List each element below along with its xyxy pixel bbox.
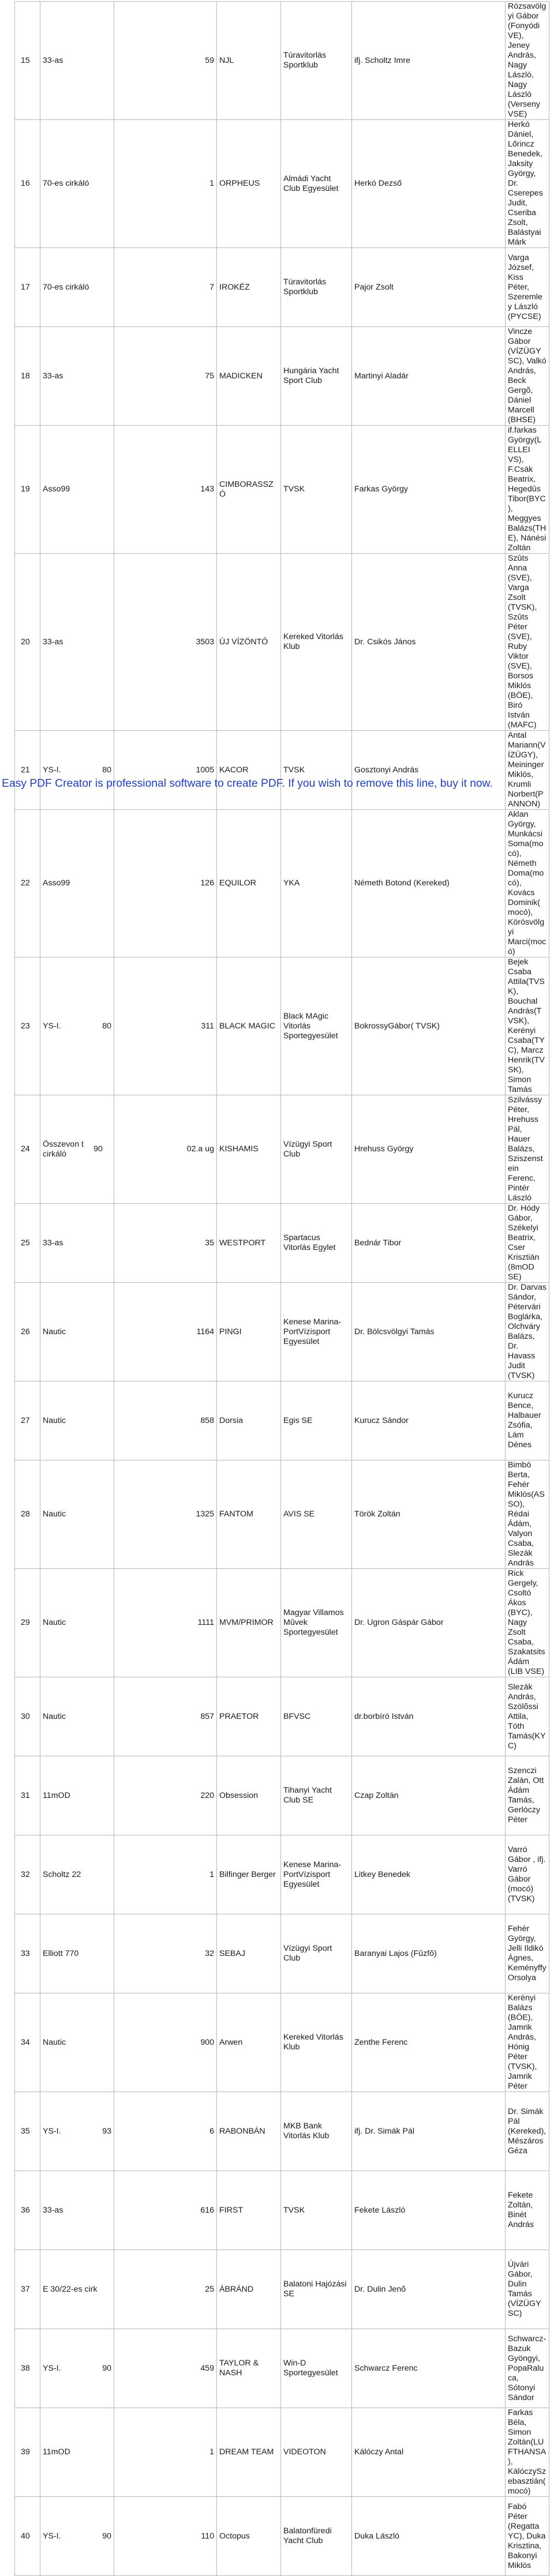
club-cell: Magyar Villamos Mûvek Sportegyesület	[281, 1569, 352, 1677]
class-cell: Nautic	[40, 1381, 114, 1460]
crew-cell: Rózsavölgyi Gábor (Fonyódi VE), Jeney András, Nagy László, Nagy László (Verseny VSE)	[506, 2, 549, 120]
class-cell: Nautic	[40, 1677, 114, 1756]
crew-cell: Újvári Gábor, Dulin Tamás (VÍZÜGY SC)	[506, 2250, 549, 2329]
skipper-cell: Czap Zoltán	[352, 1756, 506, 1835]
rank-cell: 36	[15, 2171, 40, 2250]
crew-cell: Antal Mariann(VÍZÜGY), Meininger Miklós, Krumli Norbert(PANNON)	[506, 731, 549, 810]
table-row	[15, 2329, 549, 2408]
club-cell: Túravitorlás Sportklub	[281, 248, 352, 327]
crew-cell: Varró Gábor , ifj. Varró Gábor (mocó) (TVSK)	[506, 1835, 549, 1914]
rank-cell: 23	[15, 957, 40, 1095]
sail-number-cell: 35	[114, 1204, 217, 1283]
club-cell: Tihanyi Yacht Club SE	[281, 1756, 352, 1835]
rank-cell: 25	[15, 1204, 40, 1283]
crew-cell: Bejek Csaba Attila(TVSK), Bouchal András(TVSK), Kerényi Csaba(TYC), Marcz Henrik(TVSK), Simon Tamás	[506, 957, 549, 1095]
skipper-cell: Herkó Dezső	[352, 120, 506, 248]
sail-number-cell: 1	[114, 120, 217, 248]
rank-cell: 33	[15, 1914, 40, 1993]
sail-number-cell: 857	[114, 1677, 217, 1756]
club-cell: Kenese Marina-PortVízisport Egyesület	[281, 1283, 352, 1381]
crew-cell: Szenczi Zalán, Ott Ádám Tamás, Gerlóczy Péter	[506, 1756, 549, 1835]
sail-number-cell: 3503	[114, 554, 217, 731]
rank-cell: 34	[15, 1993, 40, 2092]
club-cell: YKA	[281, 810, 352, 957]
club-cell: Kereked Vitorlás Klub	[281, 1993, 352, 2092]
results-body	[15, 2, 549, 2576]
skipper-cell: Dr. Ugron Gáspár Gábor	[352, 1569, 506, 1677]
rank-cell: 29	[15, 1569, 40, 1677]
crew-cell: if.farkas György(LELLEI VS), F.Csák Beatrix, Hegedûs Tibor(BYC), Meggyes Balázs(THE), Nánési Zoltán	[506, 426, 549, 554]
club-cell: Kenese Marina-PortVízisport Egyesület	[281, 1835, 352, 1914]
skipper-cell: Hrehuss György	[352, 1095, 506, 1204]
class-cell: Asso99	[40, 810, 114, 957]
class-cell	[40, 2092, 114, 2171]
skipper-cell: BokrossyGábor( TVSK)	[352, 957, 506, 1095]
rank-cell: 21	[15, 731, 40, 810]
class-cell: Asso99	[40, 426, 114, 554]
table-row	[15, 327, 549, 426]
club-cell: BFVSC	[281, 1677, 352, 1756]
boat-name-cell: Dorsia	[217, 1381, 281, 1460]
sail-number-cell: 7	[114, 248, 217, 327]
crew-cell: Herkó Dániel, Lőrincz Benedek, Jaksity György, Dr. Cserepes Judit, Cseriba Zsolt, Balástyai Márk	[506, 120, 549, 248]
rank-cell: 17	[15, 248, 40, 327]
table-row	[15, 1756, 549, 1835]
table-row	[15, 248, 549, 327]
club-cell: Hungária Yacht Sport Club	[281, 327, 352, 426]
club-cell: VIDEOTON	[281, 2408, 352, 2497]
crew-cell: Schwarcz-Bazuk Gyöngyi, PopaRaluca, Sótonyi Sándor	[506, 2329, 549, 2408]
rank-cell: 19	[15, 426, 40, 554]
handicap-value: 93	[102, 2126, 111, 2136]
sail-number-cell: 1325	[114, 1460, 217, 1569]
class-cell: 11mOD	[40, 2408, 114, 2497]
class-cell: Nautic	[40, 1993, 114, 2092]
table-row	[15, 1283, 549, 1381]
class-cell: Nautic	[40, 1569, 114, 1677]
sail-number-cell: 1	[114, 1835, 217, 1914]
class-cell: 33-as	[40, 2, 114, 120]
boat-name-cell: NJL	[217, 2, 281, 120]
club-cell: AVIS SE	[281, 1460, 352, 1569]
skipper-cell: Török Zoltán	[352, 1460, 506, 1569]
boat-name-cell: Arwen	[217, 1993, 281, 2092]
crew-cell: Varga József, Kiss Péter, Szeremley László (PYCSE)	[506, 248, 549, 327]
boat-name-cell: CIMBORASSZÓ	[217, 426, 281, 554]
boat-name-cell: IROKÉZ	[217, 248, 281, 327]
sail-number-cell: 02.a ug	[114, 1095, 217, 1204]
crew-cell: Szilvássy Péter, Hrehuss Pál, Hauer Balázs, Sziszenstein Ferenc, Pintér László	[506, 1095, 549, 1204]
rank-cell: 32	[15, 1835, 40, 1914]
club-cell: Win-D Sportegyesület	[281, 2329, 352, 2408]
class-cell: 33-as	[40, 2171, 114, 2250]
table-row	[15, 1569, 549, 1677]
class-cell: Nautic	[40, 1460, 114, 1569]
table-row	[15, 426, 549, 554]
sail-number-cell: 126	[114, 810, 217, 957]
class-cell: 11mOD	[40, 1756, 114, 1835]
skipper-cell: Martinyi Aladár	[352, 327, 506, 426]
boat-name-cell: PINGI	[217, 1283, 281, 1381]
table-row	[15, 2092, 549, 2171]
class-cell: Nautic	[40, 1283, 114, 1381]
results-table	[14, 1, 549, 2576]
club-cell: Vízügyi Sport Club	[281, 1095, 352, 1204]
crew-cell: Dr. Darvas Sándor, Pétervári Boglárka, Olchváry Balázs, Dr. Havass Judit (TVSK)	[506, 1283, 549, 1381]
rank-cell: 37	[15, 2250, 40, 2329]
rank-cell: 20	[15, 554, 40, 731]
boat-name-cell: FANTOM	[217, 1460, 281, 1569]
skipper-cell: Kálóczy Antal	[352, 2408, 506, 2497]
class-cell: 70-es cirkáló	[40, 248, 114, 327]
club-cell: TVSK	[281, 426, 352, 554]
skipper-cell: Pajor Zsolt	[352, 248, 506, 327]
skipper-cell: ifj. Scholtz Imre	[352, 2, 506, 120]
class-cell	[40, 1095, 114, 1204]
club-cell: Balatonfüredi Yacht Club	[281, 2497, 352, 2576]
skipper-cell: Németh Botond (Kereked)	[352, 810, 506, 957]
sail-number-cell: 75	[114, 327, 217, 426]
rank-cell: 35	[15, 2092, 40, 2171]
rank-cell: 27	[15, 1381, 40, 1460]
crew-cell: Dr. Simák Pál (Kereked), Mészáros Géza	[506, 2092, 549, 2171]
boat-name-cell: FIRST	[217, 2171, 281, 2250]
club-cell: Balatoni Hajózási SE	[281, 2250, 352, 2329]
sail-number-cell: 143	[114, 426, 217, 554]
table-row	[15, 1460, 549, 1569]
pdf-creator-footer[interactable]: Easy PDF Creator is professional software to create PDF. If you wish to remove this line, buy it now.	[2, 778, 493, 790]
boat-name-cell: MVM/PRIMOR	[217, 1569, 281, 1677]
class-label: YS-I.	[43, 2126, 61, 2136]
boat-name-cell: Obsession	[217, 1756, 281, 1835]
handicap-value: 90	[102, 2363, 111, 2373]
sail-number-cell: 459	[114, 2329, 217, 2408]
table-row	[15, 1381, 549, 1460]
boat-name-cell: ÁBRÁND	[217, 2250, 281, 2329]
sail-number-cell: 1111	[114, 1569, 217, 1677]
boat-name-cell: Bilfinger Berger	[217, 1835, 281, 1914]
skipper-cell: Zenthe Ferenc	[352, 1993, 506, 2092]
skipper-cell: Dr. Csikós János	[352, 554, 506, 731]
club-cell: Túravitorlás Sportklub	[281, 2, 352, 120]
table-row	[15, 2171, 549, 2250]
skipper-cell: Bednár Tibor	[352, 1204, 506, 1283]
rank-cell: 39	[15, 2408, 40, 2497]
table-row	[15, 1914, 549, 1993]
class-cell: 33-as	[40, 327, 114, 426]
skipper-cell: ifj. Dr. Simák Pál	[352, 2092, 506, 2171]
crew-cell: Fekete Zoltán, Binét András	[506, 2171, 549, 2250]
club-cell: Vízügyi Sport Club	[281, 1914, 352, 1993]
skipper-cell: Gosztonyi András	[352, 731, 506, 810]
club-cell: Kereked Vitorlás Klub	[281, 554, 352, 731]
handicap-value: 80	[102, 765, 111, 775]
boat-name-cell: DREAM TEAM	[217, 2408, 281, 2497]
rank-cell: 15	[15, 2, 40, 120]
handicap-value: 80	[102, 1021, 111, 1031]
sail-number-cell: 1	[114, 2408, 217, 2497]
class-cell: 33-as	[40, 554, 114, 731]
crew-cell: Szûts Anna (SVE), Varga Zsolt (TVSK), Szûts Péter (SVE), Ruby Viktor (SVE), Borsos Miklós (BÖE), Biró István (MAFC)	[506, 554, 549, 731]
boat-name-cell: TAYLOR & NASH	[217, 2329, 281, 2408]
club-cell: Egis SE	[281, 1381, 352, 1460]
skipper-cell: dr.borbíró István	[352, 1677, 506, 1756]
boat-name-cell: SEBAJ	[217, 1914, 281, 1993]
rank-cell: 24	[15, 1095, 40, 1204]
boat-name-cell: EQUILOR	[217, 810, 281, 957]
club-cell: Spartacus Vitorlás Egylet	[281, 1204, 352, 1283]
rank-cell: 28	[15, 1460, 40, 1569]
table-row	[15, 2, 549, 120]
skipper-cell: Schwarcz Ferenc	[352, 2329, 506, 2408]
class-cell	[40, 2329, 114, 2408]
boat-name-cell: ÚJ VÍZÖNTŐ	[217, 554, 281, 731]
class-label: Összevon t cirkáló	[43, 1139, 84, 1159]
sail-number-cell: 220	[114, 1756, 217, 1835]
rank-cell: 30	[15, 1677, 40, 1756]
sail-number-cell: 900	[114, 1993, 217, 2092]
skipper-cell: Farkas György	[352, 426, 506, 554]
table-row	[15, 731, 549, 810]
sail-number-cell: 1164	[114, 1283, 217, 1381]
table-row	[15, 1993, 549, 2092]
class-cell	[40, 957, 114, 1095]
crew-cell: Dr. Hódy Gábor, Székelyi Beatrix, Cser Krisztián (8mOD SE)	[506, 1204, 549, 1283]
sail-number-cell: 616	[114, 2171, 217, 2250]
handicap-value: 90	[102, 2531, 111, 2541]
sail-number-cell: 110	[114, 2497, 217, 2576]
skipper-cell: Kurucz Sándor	[352, 1381, 506, 1460]
boat-name-cell: MADICKEN	[217, 327, 281, 426]
table-row	[15, 1835, 549, 1914]
class-label: YS-I.	[43, 2363, 61, 2373]
rank-cell: 40	[15, 2497, 40, 2576]
table-row	[15, 554, 549, 731]
crew-cell: Aklan György, Munkácsi Soma(mocó), Németh Doma(mocó), Kovács Dominik(mocó), Körösvölgyi Marci(mocó)	[506, 810, 549, 957]
class-cell: E 30/22-es cirk	[40, 2250, 114, 2329]
class-cell	[40, 2497, 114, 2576]
boat-name-cell: RABONBÁN	[217, 2092, 281, 2171]
boat-name-cell: PRAETOR	[217, 1677, 281, 1756]
club-cell: Almádi Yacht Club Egyesület	[281, 120, 352, 248]
rank-cell: 18	[15, 327, 40, 426]
table-row	[15, 1204, 549, 1283]
table-row	[15, 2497, 549, 2576]
rank-cell: 31	[15, 1756, 40, 1835]
sail-number-cell: 1005	[114, 731, 217, 810]
sail-number-cell: 25	[114, 2250, 217, 2329]
class-cell: 33-as	[40, 1204, 114, 1283]
rank-cell: 26	[15, 1283, 40, 1381]
class-cell: 70-es cirkáló	[40, 120, 114, 248]
table-row	[15, 1095, 549, 1204]
skipper-cell: Litkey Benedek	[352, 1835, 506, 1914]
rank-cell: 22	[15, 810, 40, 957]
club-cell: TVSK	[281, 731, 352, 810]
skipper-cell: Dr. Dulin Jenõ	[352, 2250, 506, 2329]
rank-cell: 38	[15, 2329, 40, 2408]
crew-cell: Kerényi Balázs (BÖE), Jamrik András, Hónig Péter (TVSK), Jamrik Péter	[506, 1993, 549, 2092]
club-cell: MKB Bank Vitorlás Klub	[281, 2092, 352, 2171]
sail-number-cell: 6	[114, 2092, 217, 2171]
crew-cell: Fabó Péter (Regatta YC), Duka Krisztina, Bakonyi Miklós	[506, 2497, 549, 2576]
sail-number-cell: 858	[114, 1381, 217, 1460]
class-cell: Scholtz 22	[40, 1835, 114, 1914]
skipper-cell: Dr. Bölcsvölgyi Tamás	[352, 1283, 506, 1381]
club-cell: TVSK	[281, 2171, 352, 2250]
table-row	[15, 810, 549, 957]
crew-cell: Farkas Béla, Simon Zoltán(LUFTHANSA), KálóczySzebasztián(mocó)	[506, 2408, 549, 2497]
class-cell	[40, 731, 114, 810]
sail-number-cell: 311	[114, 957, 217, 1095]
table-row	[15, 120, 549, 248]
class-label: YS-I.	[43, 2531, 61, 2541]
table-row	[15, 957, 549, 1095]
boat-name-cell: BLACK MAGIC	[217, 957, 281, 1095]
club-cell: Black MAgic Vitorlás Sportegyesület	[281, 957, 352, 1095]
crew-cell: Fehér György, Jelli Ildikó Ágnes, Keményffy Orsolya	[506, 1914, 549, 1993]
boat-name-cell: ORPHEUS	[217, 120, 281, 248]
skipper-cell: Baranyai Lajos (Fûzfõ)	[352, 1914, 506, 1993]
sail-number-cell: 59	[114, 2, 217, 120]
crew-cell: Bimbó Berta, Fehér Miklós(ASSO), Rédai Ádám, Valyon Csaba, Slezák András	[506, 1460, 549, 1569]
table-row	[15, 2250, 549, 2329]
crew-cell: Kurucz Bence, Halbauer Zsófia, Lám Dénes	[506, 1381, 549, 1460]
crew-cell: Vincze Gábor (VÍZÜGY SC), Valkó András, Beck Gergõ, Dániel Marcell (BHSE)	[506, 327, 549, 426]
table-row	[15, 1677, 549, 1756]
skipper-cell: Fekete László	[352, 2171, 506, 2250]
boat-name-cell: KISHAMIS	[217, 1095, 281, 1204]
table-row	[15, 2408, 549, 2497]
boat-name-cell: KACOR	[217, 731, 281, 810]
crew-cell: Slezák András, Szölõssi Attila, Tóth Tamás(KYC)	[506, 1677, 549, 1756]
boat-name-cell: Octopus	[217, 2497, 281, 2576]
handicap-value: 90	[93, 1144, 103, 1154]
class-label: YS-I.	[43, 765, 61, 775]
rank-cell: 16	[15, 120, 40, 248]
class-cell: Elliott 770	[40, 1914, 114, 1993]
crew-cell: Rick Gergely, Csoltó Ákos (BYC), Nagy Zsolt Csaba, Szakatsits Ádám (LIB VSE)	[506, 1569, 549, 1677]
sail-number-cell: 32	[114, 1914, 217, 1993]
class-label: YS-I.	[43, 1021, 61, 1031]
boat-name-cell: WESTPORT	[217, 1204, 281, 1283]
skipper-cell: Duka László	[352, 2497, 506, 2576]
